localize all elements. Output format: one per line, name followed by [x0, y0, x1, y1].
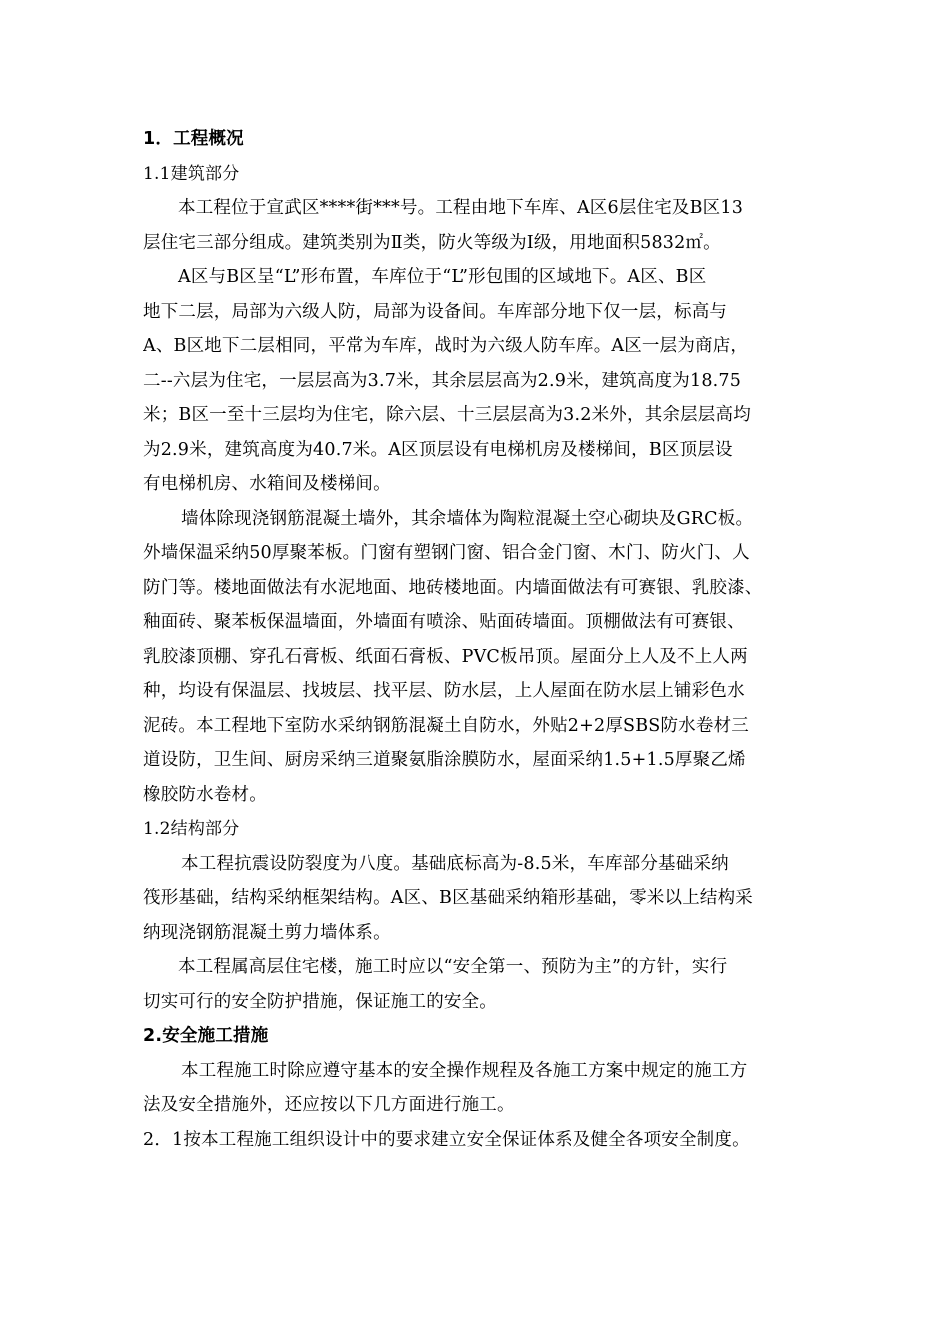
- paragraph-line: 米；B区一至十三层均为住宅，除六层、十三层层高为3.2米外，其余层层高均: [143, 405, 751, 425]
- subsection-1-1-heading: 1.1建筑部分: [143, 163, 240, 184]
- paragraph-line: 层住宅三部分组成。建筑类别为Ⅱ类，防火等级为Ⅰ级，用地面积5832㎡。: [143, 232, 721, 253]
- paragraph-line: 法及安全措施外，还应按以下几方面进行施工。: [143, 1095, 515, 1115]
- paragraph-line: A、B区地下二层相同，平常为车库，战时为六级人防车库。A区一层为商店，: [143, 336, 749, 356]
- document-body: [143, 122, 813, 1157]
- paragraph-line: 为2.9米，建筑高度为40.7米。A区顶层设有电梯机房及楼梯间，B区顶层设: [143, 439, 733, 460]
- section-1-heading: 1．工程概况: [143, 129, 244, 149]
- paragraph-line: 本工程属高层住宅楼，施工时应以“安全第一、预防为主”的方针，实行: [178, 957, 728, 977]
- paragraph-structure: [143, 847, 813, 951]
- paragraph-line: 种，均设有保温层、找坡层、找平层、防水层，上人屋面在防水层上铺彩色水: [143, 681, 745, 701]
- paragraph-line: 切实可行的安全防护措施，保证施工的安全。: [143, 991, 497, 1012]
- paragraph-safety-intro: [143, 1054, 813, 1123]
- paragraph-line: 外墙保温采纳50厚聚苯板。门窗有塑钢门窗、铝合金门窗、木门、防火门、人: [143, 543, 750, 563]
- paragraph-line: 釉面砖、聚苯板保温墙面，外墙面有喷涂、贴面砖墙面。顶棚做法有可赛银、: [143, 612, 745, 632]
- section-2-heading: 2.安全施工措施: [143, 1026, 269, 1046]
- paragraph-line: 本工程施工时除应遵守基本的安全操作规程及各施工方案中规定的施工方: [181, 1060, 748, 1081]
- paragraph-line: 泥砖。本工程地下室防水采纳钢筋混凝土自防水，外贴2+2厚SBS防水卷材三: [143, 715, 749, 736]
- paragraph-line: 本工程抗震设防裂度为八度。基础底标高为-8.5米，车库部分基础采纳: [181, 853, 729, 874]
- paragraph-line: 有电梯机房、水箱间及楼梯间。: [143, 474, 391, 494]
- paragraph-line: 地下二层，局部为六级人防，局部为设备间。车库部分地下仅一层，标高与: [143, 301, 728, 322]
- paragraph-line: 防门等。楼地面做法有水泥地面、地砖楼地面。内墙面做法有可赛银、乳胶漆、: [143, 577, 763, 598]
- paragraph-line: A区与B区呈“L”形布置，车库位于“L”形包围的区域地下。A区、B区: [178, 267, 707, 287]
- item-2-1: 2．1按本工程施工组织设计中的要求建立安全保证体系及健全各项安全制度。: [143, 1129, 750, 1150]
- paragraph-line: 筏形基础，结构采纳框架结构。A区、B区基础采纳箱形基础，零米以上结构采: [143, 888, 753, 908]
- paragraph-line: 乳胶漆顶棚、穿孔石膏板、纸面石膏板、PVC板吊顶。屋面分上人及不上人两: [143, 646, 748, 667]
- subsection-1-2-heading: 1.2结构部分: [143, 819, 240, 839]
- paragraph-layout: [143, 260, 813, 502]
- paragraph-materials: [143, 502, 813, 813]
- paragraph-location: [143, 191, 813, 260]
- paragraph-safety-policy: [143, 950, 813, 1019]
- paragraph-line: 本工程位于宣武区****街***号。工程由地下车库、A区6层住宅及B区13: [178, 198, 744, 218]
- paragraph-line: 二--六层为住宅，一层层高为3.7米，其余层层高为2.9米，建筑高度为18.75: [143, 370, 742, 391]
- paragraph-line: 墙体除现浇钢筋混凝土墙外，其余墙体为陶粒混凝土空心砌块及GRC板。: [181, 508, 754, 529]
- paragraph-line: 纳现浇钢筋混凝土剪力墙体系。: [143, 922, 391, 943]
- paragraph-line: 橡胶防水卷材。: [143, 784, 267, 805]
- paragraph-line: 道设防，卫生间、厨房采纳三道聚氨脂涂膜防水，屋面采纳1.5+1.5厚聚乙烯: [143, 750, 746, 770]
